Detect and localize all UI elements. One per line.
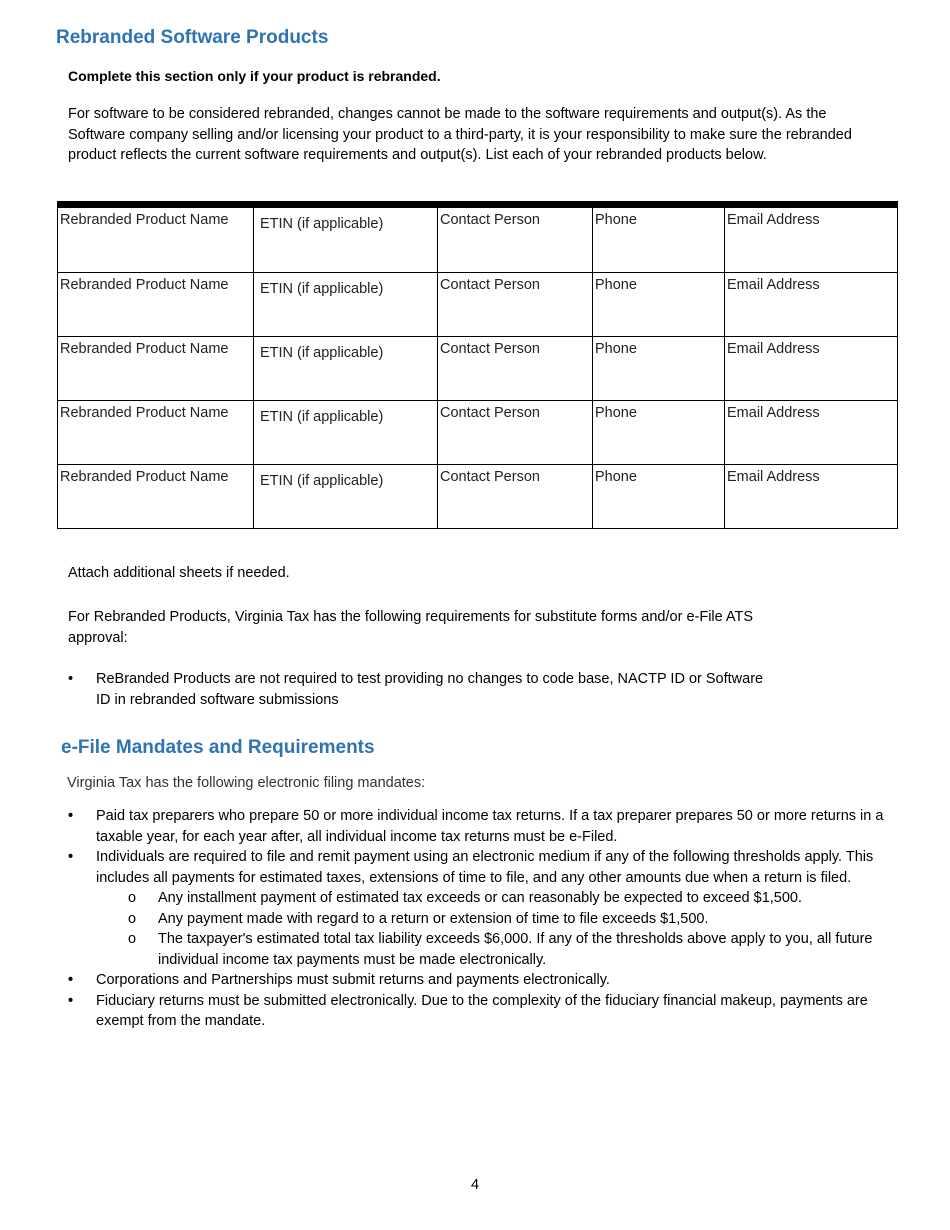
mandate-text: Fiduciary returns must be submitted electronically. Due to the complexity of the fiduciary financial makeup, payments are exempt from the mandate. [96,992,868,1029]
mandates-list [68,806,898,1032]
product-name-cell[interactable]: Rebranded Product Name [58,337,254,400]
email-address-cell[interactable]: Email Address [727,341,820,357]
bullet-icon: • [68,808,74,824]
bullet-icon: • [68,671,74,687]
phone-cell[interactable]: Phone [593,465,725,528]
instruction-text: Complete this section only if your product is rebranded. [68,68,441,84]
table-row [58,401,897,465]
table-row [58,208,897,273]
table-row [58,273,897,337]
email-address-cell[interactable]: Email Address [727,277,820,293]
mandate-text: Corporations and Partnerships must submit returns and payments electronically. [96,972,610,988]
product-name-cell[interactable]: Rebranded Product Name [58,273,254,336]
list-item [68,669,768,710]
contact-person-cell[interactable]: Contact Person [438,337,593,400]
sub-list-item [68,929,898,970]
contact-person-cell[interactable]: Contact Person [438,465,593,528]
attach-note: Attach additional sheets if needed. [68,565,290,581]
rebrand-requirement-list [68,669,768,710]
etin-cell[interactable]: ETIN (if applicable) [254,465,438,528]
bullet-icon: • [68,972,74,988]
section-heading-rebranded: Rebranded Software Products [56,27,329,48]
phone-cell[interactable]: Phone [593,401,725,464]
product-name-cell[interactable]: Rebranded Product Name [58,208,254,272]
circle-bullet-icon: o [128,910,137,927]
intro-paragraph: For software to be considered rebranded, changes cannot be made to the software requirements and output(s). As the Software company selling and/or licensing your product to a third-party, it is your responsibility to make sure the rebranded product reflects the current software requirements and output(s). List each of your rebranded products below. [68,106,852,163]
rebrand-requirement-text: ReBranded Products are not required to test providing no changes to code base, NACTP ID or Software ID in rebranded software submissions [96,671,764,708]
table-row [58,337,897,401]
table-row [58,465,897,529]
phone-cell[interactable]: Phone [593,337,725,400]
mandates-intro: Virginia Tax has the following electronic filing mandates: [67,775,426,791]
product-name-cell[interactable]: Rebranded Product Name [58,401,254,464]
circle-bullet-icon: o [128,931,137,947]
rebranded-products-table [57,201,898,529]
etin-cell[interactable]: ETIN (if applicable) [254,208,438,272]
mandate-text: Paid tax preparers who prepare 50 or more individual income tax returns. If a tax preparer prepares 50 or more returns in a taxable year, for each year after, all individual income tax returns must be e-Filed. [96,808,884,845]
list-item [68,991,898,1032]
email-address-cell[interactable]: Email Address [727,469,820,485]
sub-list-item [68,888,898,909]
threshold-text: Any payment made with regard to a return or extension of time to file exceeds $1,500. [158,910,709,927]
bullet-icon: • [68,992,74,1009]
phone-cell[interactable]: Phone [593,208,725,272]
contact-person-cell[interactable]: Contact Person [438,273,593,336]
sub-list-item [68,909,898,930]
threshold-text: The taxpayer's estimated total tax liability exceeds $6,000. If any of the thresholds above apply to you, all future individual income tax payments must be made electronically. [158,931,873,968]
requirements-intro: For Rebranded Products, Virginia Tax has the following requirements for substitute forms and/or e-File ATS approval: [68,609,754,646]
contact-person-cell[interactable]: Contact Person [438,208,593,272]
email-address-cell[interactable]: Email Address [727,212,820,228]
list-item [68,806,898,847]
list-item [68,847,898,888]
page-number: 4 [470,1177,480,1193]
circle-bullet-icon: o [128,890,137,906]
list-item [68,970,898,991]
bullet-icon: • [68,849,74,865]
etin-cell[interactable]: ETIN (if applicable) [254,337,438,400]
etin-cell[interactable]: ETIN (if applicable) [254,273,438,336]
mandate-text: Individuals are required to file and remit payment using an electronic medium if any of the following thresholds apply. This includes all payments for estimated taxes, extensions of time to file, and any other amounts due when a return is filed. [96,849,874,886]
etin-cell[interactable]: ETIN (if applicable) [254,401,438,464]
phone-cell[interactable]: Phone [593,273,725,336]
email-address-cell[interactable]: Email Address [727,405,820,421]
product-name-cell[interactable]: Rebranded Product Name [58,465,254,528]
section-heading-efile: e-File Mandates and Requirements [61,737,375,758]
threshold-text: Any installment payment of estimated tax exceeds or can reasonably be expected to exceed $1,500. [158,890,803,906]
contact-person-cell[interactable]: Contact Person [438,401,593,464]
